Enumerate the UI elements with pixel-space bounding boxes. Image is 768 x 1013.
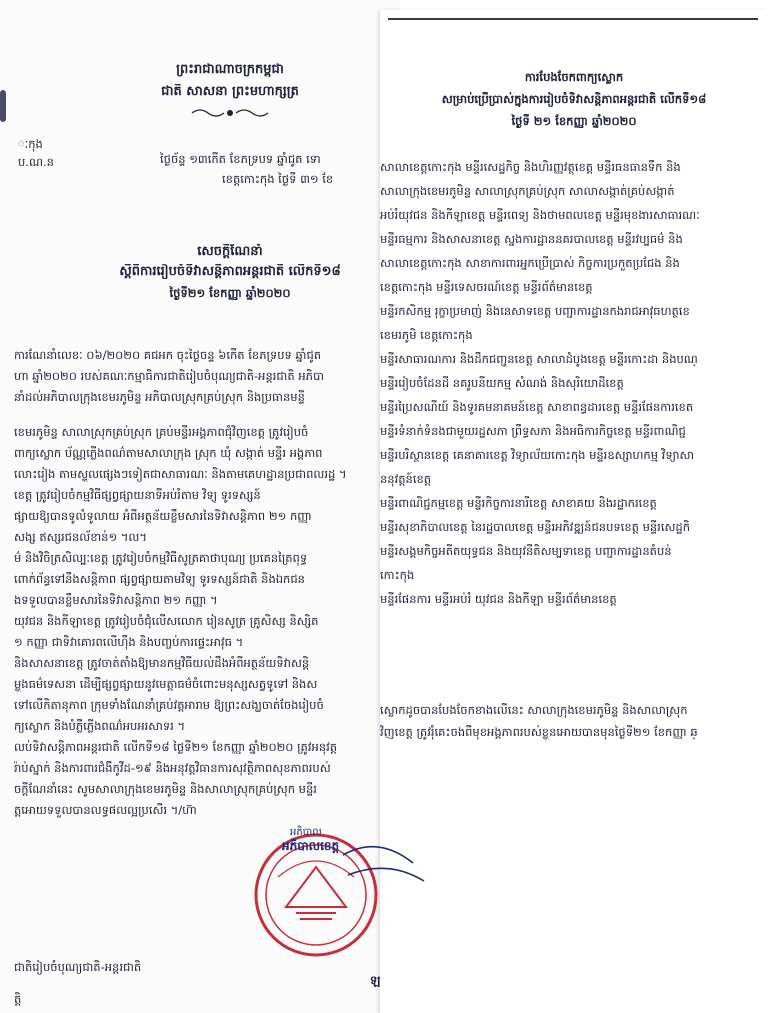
header-motto: ជាតិ សាសនា ព្រះមហាក្សត្រ	[161, 84, 299, 99]
body-line: ម្លួងធម៌ទេសនា ដើម្បីផ្សព្វផ្សាយនូវមេត្តាធម៌ចំពោះមនុស្សសត្វទូទៅ និងស	[14, 677, 318, 691]
top-rule	[388, 18, 758, 20]
body-line: ងទទួលបានខ្លឹមសារនៃទិវាសន្តិភាព ២១ កញ្ញា ។	[14, 593, 218, 607]
body-line: ចក្តីណែនាំនេះ សូមសាលាក្រុងខេមរភូមិន្ទ និងសាលាស្រុកគ្រប់ស្រុក មន្ទីរ	[14, 782, 317, 796]
body-line: ទៅលើកិតានុភាព ក្រុមទាំងណែនាំគ្រប់វត្តអារាម ឱ្យព្រះសង្ឃចាត់ចែងរៀបចំ	[14, 698, 324, 712]
body-line: រ៉ាប់ស្នាក់ និងការពារជំងឺកូវីដ-១៩ និងអនុវត្តវិធានការសុវត្ថិភាពសុខភាពរបស់	[14, 761, 331, 775]
scan-edge-mark	[0, 90, 6, 122]
body-line: ត្តអោយទទួលបានលទ្ធផលល្អប្រសើរ ។/ហ៊ា	[14, 803, 197, 817]
list-item: មន្ទីររៀបចំដែនដី នគរូបនីយកម្ម សំណង់ និងសុរិយោដីខេត្ត	[380, 376, 624, 390]
body-line: ខេមរភូមិន្ទ សាលាស្រុកគ្រប់ស្រុក គ្រប់មន្ទីរអង្គភាពជុំវិញខេត្ត ត្រូវរៀបចំ	[14, 425, 309, 439]
list-item: សាលាក្រុងខេមរភូមិន្ទ សាលាស្រុកគ្រប់ស្រុក សាលាសង្កាត់គ្រប់សង្កាត់	[380, 184, 675, 198]
body-line: នាំដល់អភិបាលក្រុងខេមរភូមិន្ទ អភិបាលស្រុកគ្រប់ស្រុក និងប្រធានមន្ទី	[14, 390, 305, 404]
body-line: ពាក្យស្លោក ប័ណ្ណភ្លើងពណ៌តាមសាលាក្រុង ស្រុក ឃុំ សង្កាត់ មន្ទីរ អង្គភាព	[14, 446, 323, 460]
date-line-1: ថ្ងៃច័ន្ទ ១៣កើត ខែភទ្របទ ឆ្នាំជូត ទោ	[160, 152, 321, 166]
body-line: សង្ស ឥស្សរជនល័ខាន់១ ។ល។	[14, 530, 147, 544]
body-line: ការណែនាំលេខៈ ០៦/២០២០ គជអក ចុះថ្ងៃចន្ទ ៦កើត ខែភទ្របទ ឆ្នាំជូត	[14, 348, 322, 362]
closing-line-1: ស្លោកដូចបានបែងចែកខាងលើនេះ សាលាក្រុងខេមរភូមិន្ទ និងសាលាស្រុក	[380, 703, 688, 717]
body-line: ពោក់ព័ន្ធទៅនឹងសន្តិភាព ផ្សព្វផ្សាយតាមវិទ្យុ ទូរទស្សន៍ជាតិ និងឯកជន	[14, 572, 305, 586]
list-item: មន្ទីរសុខាភិបាលខេត្ត នៃរដ្ឋបាលខេត្ត មន្ទីរអភិវឌ្ឍន៍ជនបទខេត្ត មន្ទីរសេដ្ឋកិ	[380, 520, 691, 534]
list-item: ននុវត្តន៍ខេត្ត	[380, 472, 432, 486]
list-item: មន្ទីរប្រៃសណីយ៍ និងទូរគមនាគមន៍ខេត្ត សាខាពន្ធដារខេត្ត មន្ទីរផែនការខេត	[380, 400, 694, 414]
ref-place: ៈកុង	[18, 137, 43, 151]
header-kingdom: ព្រះរាជាណាចក្រកម្ពុជា	[176, 62, 284, 77]
body-line: យុវជន និងកីឡាខេត្ត ត្រូវរៀបចំជុំលើសលោក រៀនសូត្រ គ្រូសិស្ស និស្សិត	[14, 614, 319, 628]
list-item: កោះកុង	[380, 568, 415, 582]
ref-number: ប.ណ.ន	[18, 155, 54, 169]
list-item: មន្ទីរកសិកម្ម រុក្ខាប្រមាញ់ និងនេសាទខេត្ត បញ្ជាការដ្ឋានកងរាជអាវុធហត្ថខេ	[380, 304, 690, 318]
list-item: មន្ទីរពាណិជ្ជកម្មខេត្ត មន្ទីរកិច្ចការនារីខេត្ត សាខាគយ និងរដ្ឋាករខេត្ត	[380, 496, 657, 510]
body-line: ហា ឆ្នាំ២០២០ របស់គណៈកម្មាធិការជាតិរៀបចំបុណ្យជាតិ-អន្តរជាតិ អភិបា	[14, 369, 324, 383]
signature-heading: អភិបាល	[290, 827, 322, 838]
list-item: មន្ទីរធម្មការ និងសាសនាខេត្ត ស្នងការដ្ឋាននគរបាលខេត្ត មន្ទីរវប្បធម៌ និង	[380, 232, 683, 246]
closing-line-2: វិញខេត្ត ត្រូវរុំគេះចងពីមុខអង្គភាពរបស់ខ្លួនអោយបានមុនថ្ងៃទី២១ ខែកញ្ញា ឆ្	[380, 725, 698, 739]
list-item: ខេត្តកោះកុង មន្ទីរទេសចរណ៍ខេត្ត មន្ទីរព័ត៌មានខេត្ត	[380, 280, 593, 294]
doc-title: សេចក្តីណែនាំ	[197, 244, 263, 259]
doc-date: ថ្ងៃទី២១ ខែកញ្ញា ឆ្នាំ២០២០	[169, 286, 291, 300]
list-item: មន្ទីរសង្គមកិច្ចអតីតយុទ្ធជន និងយុវនីតិសម្បទាខេត្ត បញ្ជាការដ្ឋានតំបន់	[380, 544, 672, 558]
date-line-2: ខេត្តកោះកុង ថ្ងៃទី ៣១ ខែ	[222, 172, 334, 186]
signature-name: អភិបាលខេត្ត	[282, 839, 340, 853]
doc-subject: ស្តីពីការរៀបចំទិវាសន្តិភាពអន្តរជាតិ លើកទី១៨	[119, 264, 341, 279]
list-item: មន្ទីរទំនាក់ទំនងជាមួយរដ្ឋសភា ព្រឹទ្ធសភា និងអធិការកិច្ចខេត្ត មន្ទីរពាណិជ្ជ	[380, 424, 686, 438]
body-line: និងសាសនាខេត្ត ត្រូវចាត់តាំងឱ្យមានកម្មវិធីយល់ដឹងអំពីអត្ថន័យទិវាសន្តិ	[14, 656, 310, 670]
list-item: អប់រំយុវជន និងកីឡាខេត្ត មន្ទីរពេទ្យ និងថាមពលខេត្ត មន្ទីរមុខងារសាធារណៈ	[380, 208, 700, 222]
right-heading: ការបែងចែកពាក្យស្លោក	[524, 70, 624, 84]
body-line: ខេត្ត ត្រូវរៀបចំកម្មវិធីផ្សព្វផ្សាយនាទីអប់រំតាម វិទ្យុ ទូរទស្សន៍	[14, 488, 261, 502]
list-item: សាលាខេត្តកោះកុង សាខាការពារអ្នកប្រើប្រាស់ កិច្ចការប្រកួតប្រជែង និង	[380, 256, 680, 270]
right-subheading: សម្រាប់ប្រើប្រាស់ក្នុងការរៀបចំទិវាសន្តិភាពអន្តរជាតិ លើកទី១៨	[441, 92, 707, 106]
footer-line-2: ត្តិ	[14, 992, 22, 1006]
right-date: ថ្ងៃទី ២១ ខែកញ្ញា ឆ្នាំ២០២០	[511, 114, 637, 128]
body-line: លោះរៀង តាមស្ទួលផ្សេងៗទៀតជាសាធារណៈ និងតាមគេហដ្ឋានប្រជាពលរដ្ឋ ។	[14, 467, 347, 481]
body-line: ១ កញ្ញា ជាទិវាគោរពលើហ៊ឹង និងបញ្ចប់ការផ្ទេះអាវុធ ។	[14, 635, 244, 649]
right-page	[380, 10, 768, 1013]
footer-line-1: ជាតិរៀបចំបុណ្យជាតិ-អន្តរជាតិ	[14, 960, 142, 974]
body-line: ក្យស្លោក និងបំភ្លឺភ្លើងពណ៌អបអរសាទរ ។	[14, 719, 186, 733]
list-item: ខេមរភូមិ ខេត្តកោះកុង	[380, 328, 473, 342]
list-item: មន្ទីរផែនការ មន្ទីរអប់រំ យុវជន និងកីឡា មន្ទីរព័ត៌មានខេត្ត	[380, 592, 617, 606]
body-line: ផ្សាយឱ្យបានទូលំទូលាយ អំពីអត្ថន័យខ្លឹមសារនៃទិវាសន្តិភាព ២១ កញ្ញា	[14, 509, 312, 523]
list-item: សាលាខេត្តកោះកុង មន្ទីរសេដ្ឋកិច្ច និងហិរញ្ញវត្ថុខេត្ត មន្ទីរធនធានទឹក និង	[380, 160, 681, 174]
list-item: មន្ទីរបរិស្ថានខេត្ត គេនាគារខេត្ត វិទ្យាល័យកោះកុង មន្ទីរឧស្សាហកម្ម វិទ្យាសា	[380, 448, 695, 462]
ornament-icon	[190, 106, 270, 120]
body-line: លប់ទិវាសន្តិភាពអន្តរជាតិ លើកទី១៨ ថ្ងៃទី២១ ខែកញ្ញា ឆ្នាំ២០២០ ត្រូវអនុវត្ត	[14, 740, 338, 754]
list-item: មន្ទីរសាធារណការ និងដឹកជញ្ជូនខេត្ត សាលាដំបូងខេត្ត មន្ទីរកោះដា និងបណ្	[380, 352, 698, 366]
footer-mark: ឡ	[370, 973, 381, 987]
body-line: ម៌ និងវិចិត្រសិល្បៈខេត្ត ត្រូវរៀបចំកម្មវិធីសូត្រគាថាបុណ្យ ប្រគេនត្រៃពុទ្ធ	[14, 551, 308, 565]
